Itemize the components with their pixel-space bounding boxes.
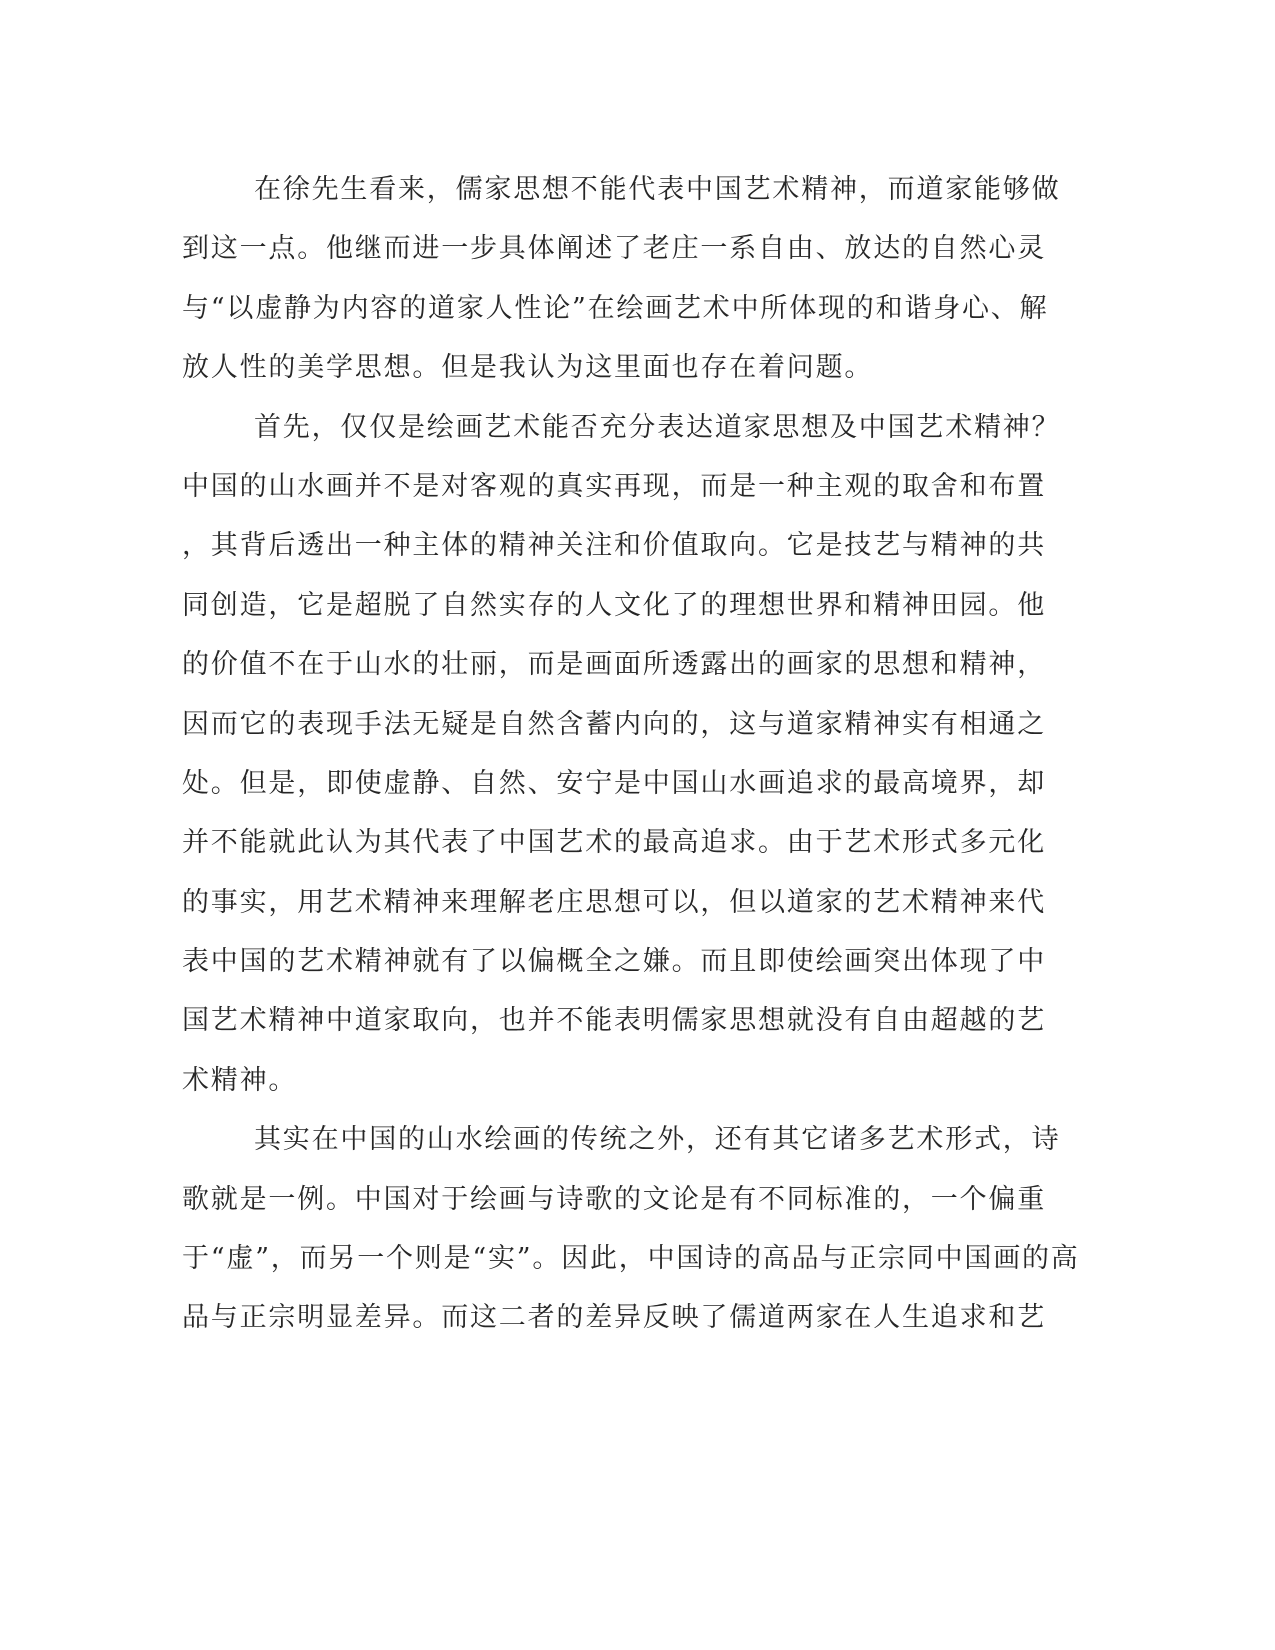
text-line: 同创造，它是超脱了自然实存的人文化了的理想世界和精神田园。他 xyxy=(182,589,1046,621)
text-line: ，其背后透出一种主体的精神关注和价值取向。它是技艺与精神的共 xyxy=(182,530,1046,562)
text-line: 中国的山水画并不是对客观的真实再现，而是一种主观的取舍和布置 xyxy=(182,470,1046,502)
text-line: 并不能就此认为其代表了中国艺术的最高追求。由于艺术形式多元化 xyxy=(182,827,1046,859)
text-line: 因而它的表现手法无疑是自然含蓄内向的，这与道家精神实有相通之 xyxy=(182,708,1046,740)
paragraph-2-first-line: 首先，仅仅是绘画艺术能否充分表达道家思想及中国艺术精神？ xyxy=(254,411,1061,443)
text-line: 处。但是，即使虚静、自然、安宁是中国山水画追求的最高境界，却 xyxy=(182,767,1046,799)
paragraph-3-first-line: 其实在中国的山水绘画的传统之外，还有其它诸多艺术形式，诗 xyxy=(254,1124,1061,1156)
text-line: 到这一点。他继而进一步具体阐述了老庄一系自由、放达的自然心灵 xyxy=(182,233,1046,265)
text-line: 于“虚”，而另一个则是“实”。因此，中国诗的高品与正宗同中国画的高 xyxy=(182,1243,1080,1275)
text-line: 术精神。 xyxy=(182,1064,298,1096)
text-line: 放人性的美学思想。但是我认为这里面也存在着问题。 xyxy=(182,352,874,384)
body-text xyxy=(182,160,1080,1348)
text-line: 与“以虚静为内容的道家人性论”在绘画艺术中所体现的和谐身心、解 xyxy=(182,292,1049,324)
text-line: 歌就是一例。中国对于绘画与诗歌的文论是有不同标准的，一个偏重 xyxy=(182,1183,1046,1215)
text-line: 品与正宗明显差异。而这二者的差异反映了儒道两家在人生追求和艺 xyxy=(182,1302,1046,1334)
text-line: 的价值不在于山水的壮丽，而是画面所透露出的画家的思想和精神， xyxy=(182,649,1046,681)
text-line: 表中国的艺术精神就有了以偏概全之嫌。而且即使绘画突出体现了中 xyxy=(182,946,1046,978)
text-line: 国艺术精神中道家取向，也并不能表明儒家思想就没有自由超越的艺 xyxy=(182,1005,1046,1037)
paragraph-1-first-line: 在徐先生看来，儒家思想不能代表中国艺术精神，而道家能够做 xyxy=(254,174,1061,205)
text-line: 的事实，用艺术精神来理解老庄思想可以，但以道家的艺术精神来代 xyxy=(182,886,1046,918)
